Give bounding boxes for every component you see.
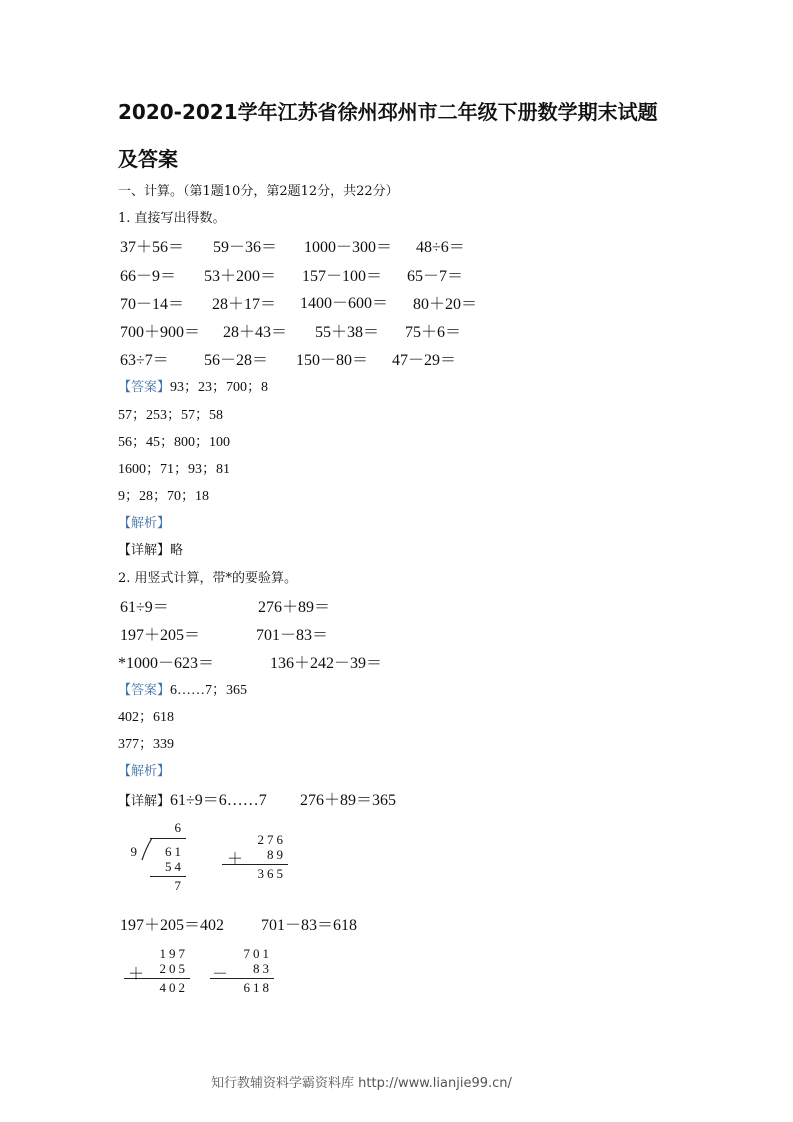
minuend: 701 [243, 946, 272, 961]
q2-item: *1000－623＝ [118, 655, 215, 672]
answer-tag: 【答案】 [118, 380, 171, 395]
detail-equation: 61÷9＝6……7 [170, 792, 267, 809]
answer-line: 57；253；57；58 [118, 408, 223, 423]
answer-line: 6……7；365 [170, 683, 248, 698]
q1-item: 157－100＝ [302, 268, 383, 285]
difference-result: 618 [243, 980, 272, 995]
q1-item: 150－80＝ [296, 352, 369, 369]
detail-equation: 197＋205＝402 [120, 917, 225, 934]
q1-item: 37＋56＝ [120, 239, 185, 256]
answer-tag: 【答案】 [118, 683, 171, 698]
detail-tag: 【详解】 [118, 543, 171, 558]
q2-item: 701－83＝ [256, 627, 329, 644]
answer-line: 56；45；800；100 [118, 435, 230, 450]
subtrahend: 83 [253, 961, 272, 976]
answer-line: 377；339 [118, 737, 174, 752]
addend-bottom: 89 [267, 847, 286, 862]
section-heading: 一、计算。（第1题10分，第2题12分，共22分） [118, 184, 399, 199]
division-divisor: 9 [130, 844, 140, 859]
q1-item: 700＋900＝ [120, 324, 201, 341]
q1-item: 55＋38＝ [315, 324, 380, 341]
q1-item: 53＋200＝ [204, 268, 277, 285]
division-quotient: 6 [174, 820, 184, 835]
answer-line: 1600；71；93；81 [118, 462, 230, 477]
detail-text: 略 [170, 543, 184, 558]
answer-line: 93；23；700；8 [170, 380, 269, 395]
detail-equation: 701－83＝618 [261, 917, 358, 934]
analysis-tag: 【解析】 [118, 764, 171, 779]
q1-item: 63÷7＝ [120, 352, 169, 369]
addend-bottom: 205 [159, 961, 188, 976]
division-dividend: 61 [165, 844, 184, 859]
q2-item: 197＋205＝ [120, 627, 201, 644]
plus-sign: ＋ [227, 851, 244, 868]
q1-item: 1400－600＝ [300, 295, 389, 312]
addend-top: 276 [257, 832, 286, 847]
q1-item: 66－9＝ [120, 268, 177, 285]
q2-item: 136＋242－39＝ [270, 655, 383, 672]
sum-result: 402 [159, 980, 188, 995]
q1-item: 28＋43＝ [223, 324, 288, 341]
q2-item: 276＋89＝ [258, 599, 331, 616]
division-remainder: 7 [174, 878, 184, 893]
q1-item: 1000－300＝ [304, 239, 393, 256]
q1-item: 70－14＝ [120, 296, 185, 313]
question-1-heading: 1. 直接写出得数。 [118, 211, 226, 226]
footer-watermark: 知行教辅资料学霸资料库 http://www.lianjie99.cn/ [211, 1076, 512, 1091]
q1-detail [118, 539, 183, 558]
detail-tag: 【详解】 [118, 794, 171, 809]
page-title: 2020-2021学年江苏省徐州邳州市二年级下册数学期末试题 [118, 100, 658, 124]
answer-line: 402；618 [118, 710, 174, 725]
answer-line: 9；28；70；18 [118, 489, 209, 504]
minus-sign: － [212, 966, 229, 983]
q1-item: 75＋6＝ [405, 324, 462, 341]
division-bracket-icon [140, 836, 154, 862]
q1-item: 48÷6＝ [416, 239, 465, 256]
detail-equation: 276＋89＝365 [300, 792, 397, 809]
q1-item: 28＋17＝ [212, 296, 277, 313]
addend-top: 197 [159, 946, 188, 961]
q1-item: 56－28＝ [204, 352, 269, 369]
q1-item: 80＋20＝ [413, 296, 478, 313]
q2-detail [118, 787, 267, 810]
q1-answer [118, 376, 268, 396]
q1-item: 65－7＝ [407, 268, 464, 285]
plus-sign: ＋ [128, 966, 145, 983]
analysis-tag: 【解析】 [118, 516, 171, 531]
q1-item: 59－36＝ [213, 239, 278, 256]
page-title-cont: 及答案 [118, 147, 178, 171]
sum-result: 365 [257, 866, 286, 881]
q1-item: 47－29＝ [392, 352, 457, 369]
q2-answer [118, 679, 247, 699]
q2-item: 61÷9＝ [120, 599, 169, 616]
division-product: 54 [165, 859, 184, 874]
question-2-heading: 2. 用竖式计算，带*的要验算。 [118, 571, 298, 586]
